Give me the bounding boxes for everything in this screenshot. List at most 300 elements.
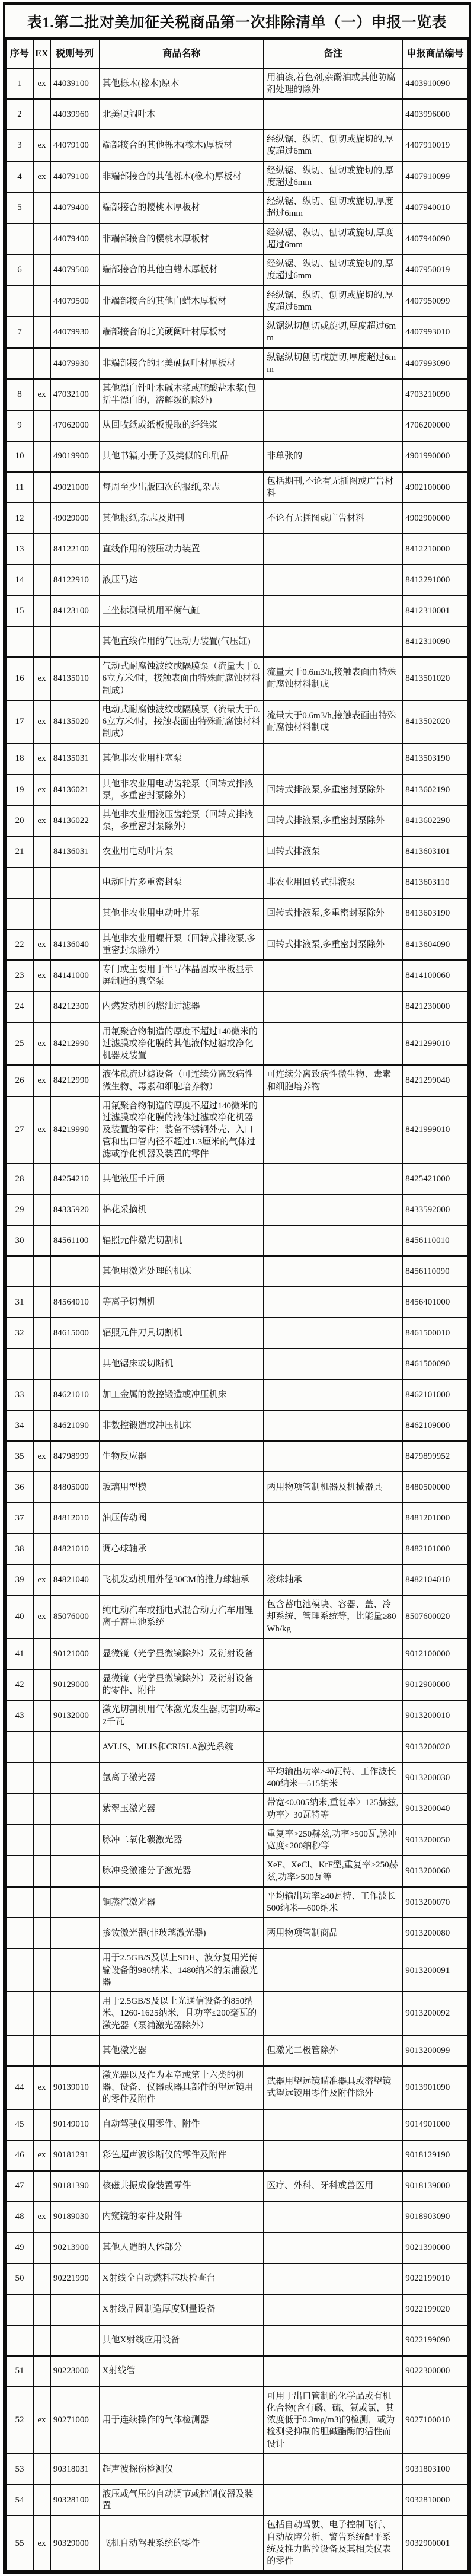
cell-decl: 8462109000 [402,1410,468,1441]
cell-code: 84136022 [50,805,100,837]
table-row [6,2140,468,2171]
cell-seq: 12 [6,503,33,534]
table-row [6,1287,468,1318]
cell-ex: ex [33,68,50,100]
cell-ex [33,1856,50,1887]
cell-ex [33,1949,50,1992]
cell-note [264,1410,402,1441]
cell-ex: ex [33,2202,50,2233]
table-row [6,1949,468,1992]
cell-note [264,1669,402,1701]
cell-name: 脉冲受激准分子激光器 [100,1856,264,1887]
cell-name: X射线晶圆制造厚度测量设备 [100,2294,264,2325]
cell-ex [33,1163,50,1194]
cell-code: 90223000 [50,2356,100,2387]
table-row [6,1887,468,1918]
cell-note: 可连续分离致病性微生物、毒素和细胞培养物 [264,1065,402,1096]
cell-name: 其他X射线应用设备 [100,2325,264,2356]
cell-ex [33,837,50,868]
cell-decl: 8425421000 [402,1163,468,1194]
cell-seq [6,1918,33,1949]
cell-code: 44079100 [50,161,100,193]
table-row [6,1825,468,1856]
cell-decl: 9031803100 [402,2454,468,2485]
cell-decl: 9018129190 [402,2140,468,2171]
cell-ex [33,898,50,929]
cell-name: 其他书籍,小册子及类似的印刷品 [100,441,264,472]
table-row [6,2356,468,2387]
cell-code: 84212300 [50,991,100,1022]
cell-decl: 8456401000 [402,1287,468,1318]
cell-decl: 4703210090 [402,379,468,410]
cell-ex [33,1700,50,1732]
table-row [6,1379,468,1410]
cell-ex [33,1194,50,1225]
table-row [6,503,468,534]
cell-code [50,1762,100,1794]
cell-decl: 8461500010 [402,1318,468,1348]
cell-decl: 8456110090 [402,1256,468,1287]
cell-decl: 9022199090 [402,2325,468,2356]
cell-code: 44079930 [50,348,100,380]
cell-note: XeF、XeCl、KrF型,重复率>250赫兹,功率>500瓦等 [264,1856,402,1887]
cell-note: 两用物项管制机器及机械器具 [264,1472,402,1503]
cell-note: 医疗、外科、牙科或兽医用 [264,2171,402,2202]
cell-code: 85076000 [50,1595,100,1638]
cell-name: 超声波探伤检测仪 [100,2454,264,2485]
cell-seq: 9 [6,410,33,441]
cell-note: 回转式排液泵,多重密封泵除外 [264,898,402,929]
cell-name: 等离子切割机 [100,1287,264,1318]
cell-name: 气动式耐腐蚀波纹或隔膜泵（流量大于0.6立方米/时，接触表面由特殊耐腐蚀材料制成） [100,657,264,700]
cell-code: 49029000 [50,503,100,534]
cell-ex: ex [33,805,50,837]
cell-code: 84805000 [50,1472,100,1503]
cell-decl: 4901990000 [402,441,468,472]
cell-note: 流量大于0.6m3/h,接触表面由特殊耐腐蚀材料制成 [264,657,402,700]
cell-code [50,1348,100,1379]
cell-code [50,1856,100,1887]
cell-name: 农业用电动叶片泵 [100,837,264,868]
cell-code [50,626,100,657]
table-row [6,2233,468,2263]
cell-seq: 15 [6,595,33,626]
cell-seq [6,1732,33,1762]
cell-decl: 4407950099 [402,286,468,317]
cell-name: 液压马达 [100,565,264,595]
cell-ex: ex [33,2387,50,2454]
cell-seq [6,1256,33,1287]
cell-decl: 9012100000 [402,1638,468,1669]
cell-name: 油压传动阀 [100,1503,264,1534]
cell-ex [33,2294,50,2325]
table-row [6,441,468,472]
cell-code [50,1256,100,1287]
cell-ex [33,1503,50,1534]
cell-name: 紫翠玉激光器 [100,1793,264,1825]
cell-name: 液体截流过滤设备（可连续分离致病性微生物、毒素和细胞培养物） [100,1065,264,1096]
table-row [6,2294,468,2325]
table-row [6,410,468,441]
cell-decl: 9013200060 [402,1856,468,1887]
cell-seq: 37 [6,1503,33,1534]
cell-decl: 4407993010 [402,317,468,348]
table-row [6,472,468,503]
cell-name: 激光器以及作为本章或第十六类的机器、设备、仪器或器具部件的望远镜用的零件及附件 [100,2066,264,2109]
cell-name: 专门或主要用于半导体晶圆或平板显示屏制造的真空泵 [100,960,264,991]
cell-name: 生物反应器 [100,1441,264,1472]
cell-note [264,379,402,410]
cell-note: 非农业用回转式排液泵 [264,868,402,898]
cell-note: 回转式排液泵,多重密封泵除外 [264,805,402,837]
table-row [6,192,468,224]
table-row [6,1065,468,1096]
cell-ex [33,1348,50,1379]
cell-decl: 8461500090 [402,1348,468,1379]
table-row [6,1022,468,1066]
cell-seq: 39 [6,1564,33,1595]
cell-code: 44079100 [50,130,100,161]
table-row [6,379,468,410]
cell-note [264,534,402,565]
cell-ex [33,1918,50,1949]
cell-note: 不论有无插图或广告材料 [264,503,402,534]
cell-ex [33,1825,50,1856]
cell-code: 90181390 [50,2171,100,2202]
table-row [6,1472,468,1503]
cell-note: 两用物项管制商品 [264,1918,402,1949]
cell-name: 用于连续操作的气体检测器 [100,2387,264,2454]
cell-ex: ex [33,1564,50,1595]
cell-code: 84136040 [50,929,100,961]
cell-name: 用氟聚合物制造的厚度不超过140微米的过滤膜或净化膜的其他液体过滤或净化机器及装置 [100,1022,264,1066]
cell-code: 84212990 [50,1022,100,1066]
cell-ex: ex [33,2066,50,2109]
table-row [6,1348,468,1379]
cell-code: 90139010 [50,2066,100,2109]
cell-ex [33,1318,50,1348]
cell-code [50,2294,100,2325]
cell-name: 端部接合的樱桃木厚板材 [100,192,264,224]
cell-note [264,2325,402,2356]
cell-code: 84135010 [50,657,100,700]
table-row [6,657,468,700]
cell-decl: 4902900000 [402,503,468,534]
table-row [6,534,468,565]
cell-name: 其他非农业用电动叶片泵 [100,898,264,929]
cell-seq [6,2325,33,2356]
cell-decl: 9013200099 [402,2035,468,2066]
cell-note: 非单张的 [264,441,402,472]
cell-seq: 34 [6,1410,33,1441]
table-row [6,2387,468,2454]
cell-note: 包含蓄电池模块、容器、盖、冷却系统、管理系统等，比能量≥80Wh/kg [264,1595,402,1638]
cell-seq [6,348,33,380]
table-row [6,2516,468,2571]
cell-ex: ex [33,1595,50,1638]
cell-code: 90181291 [50,2140,100,2171]
cell-note [264,1441,402,1472]
cell-name: 用于2.5GB/S及以上SDH、波分复用光传输设备的980纳米、1480纳米的泵浦激光器 [100,1949,264,1992]
cell-note: 重复率>250赫兹,功率>500瓦,脉冲宽度<200纳秒等 [264,1825,402,1856]
cell-decl: 9022199010 [402,2263,468,2294]
cell-code: 49019900 [50,441,100,472]
cell-code [50,2325,100,2356]
cell-code: 84621010 [50,1379,100,1410]
cell-note [264,2294,402,2325]
cell-decl: 4403996000 [402,99,468,130]
cell-seq: 28 [6,1163,33,1194]
cell-code: 90213900 [50,2233,100,2263]
cell-code: 84821010 [50,1534,100,1564]
cell-seq [6,286,33,317]
cell-ex [33,503,50,534]
cell-code: 84135031 [50,744,100,774]
cell-ex [33,2233,50,2263]
table-row [6,1096,468,1163]
cell-decl: 8413503190 [402,744,468,774]
cell-name: X射线全自动燃料芯块检查台 [100,2263,264,2294]
cell-seq: 49 [6,2233,33,2263]
cell-seq [6,1949,33,1992]
cell-decl: 8456110010 [402,1225,468,1256]
cell-decl: 4407993090 [402,348,468,380]
cell-decl: 9032810000 [402,2485,468,2516]
table-row [6,99,468,130]
cell-note [264,2233,402,2263]
cell-note: 纵锯纵切刨切或旋切,厚度超过6mm [264,348,402,380]
cell-ex [33,2454,50,2485]
cell-name: 其他栎木(橡木)原木 [100,68,264,100]
cell-note: 可用于出口管制的化学品或有机化合物(含有磷、硫、氟或氯，其浓度低于0.3mg/m3)的检测，或为检测受抑制的胆碱酯酶的活性而设计 [264,2387,402,2454]
cell-decl: 9022199020 [402,2294,468,2325]
cell-ex: ex [33,2140,50,2171]
cell-decl: 4403910090 [402,68,468,100]
table-row [6,1225,468,1256]
cell-seq [6,2294,33,2325]
cell-note: 经纵锯、纵切、刨切或旋切,厚度超过6mm [264,224,402,255]
cell-ex: ex [33,379,50,410]
cell-seq: 22 [6,929,33,961]
cell-seq: 46 [6,2140,33,2171]
cell-name: AVLIS、MLIS和CRISLA激光系统 [100,1732,264,1762]
cell-decl: 9013200091 [402,1949,468,1992]
cell-name: 飞机自动驾驶系统的零件 [100,2516,264,2571]
table-row [6,2325,468,2356]
cell-name: 调心球轴承 [100,1534,264,1564]
cell-seq: 11 [6,472,33,503]
cell-decl: 8482104010 [402,1564,468,1595]
cell-decl: 9021390000 [402,2233,468,2263]
cell-seq: 23 [6,960,33,991]
cell-code: 84254210 [50,1163,100,1194]
cell-seq: 25 [6,1022,33,1066]
cell-decl: 8413501020 [402,657,468,700]
cell-decl: 9027100010 [402,2387,468,2454]
cell-ex: ex [33,657,50,700]
cell-code: 84219990 [50,1096,100,1163]
cell-name: 其他非农业用液压齿轮泵（回转式排液泵，多重密封泵除外） [100,805,264,837]
cell-code: 90318031 [50,2454,100,2485]
cell-name: 端部接合的北美硬阔叶材厚板材 [100,317,264,348]
cell-decl: 8412310001 [402,595,468,626]
cell-seq: 6 [6,254,33,286]
cell-decl: 8412291000 [402,565,468,595]
table-row [6,2109,468,2140]
cell-code: 44079400 [50,224,100,255]
cell-note: 经纵锯、纵切、刨切或旋切的,厚度超过6mm [264,130,402,161]
cell-code: 90129000 [50,1669,100,1701]
table-row [6,929,468,961]
cell-decl: 8482101000 [402,1534,468,1564]
cell-ex [33,1256,50,1287]
cell-ex [33,472,50,503]
cell-decl: 8413603110 [402,868,468,898]
cell-code: 44079500 [50,254,100,286]
cell-ex [33,1762,50,1794]
col-header-seq: 序号 [6,40,33,68]
cell-note: 经纵锯、纵切、刨切或旋切,厚度超过6mm [264,192,402,224]
cell-note [264,595,402,626]
cell-decl: 8413603101 [402,837,468,868]
cell-decl: 8413602190 [402,774,468,806]
cell-code: 84335920 [50,1194,100,1225]
cell-ex [33,192,50,224]
cell-seq: 55 [6,2516,33,2571]
cell-name: 氩离子激光器 [100,1762,264,1794]
cell-name: 脉冲二氧化碳激光器 [100,1825,264,1856]
cell-name: 其他液压千斤顶 [100,1163,264,1194]
table-row [6,1441,468,1472]
cell-ex [33,410,50,441]
cell-note [264,1163,402,1194]
cell-name: 非端部接合的其他白蜡木厚板材 [100,286,264,317]
cell-ex [33,254,50,286]
cell-ex [33,317,50,348]
table-body [6,68,468,2571]
cell-decl: 9013200020 [402,1732,468,1762]
cell-ex [33,1472,50,1503]
cell-seq: 35 [6,1441,33,1472]
cell-name: 内窥镜的零件及附件 [100,2202,264,2233]
cell-note [264,1348,402,1379]
cell-decl: 8462101000 [402,1379,468,1410]
cell-name: 直线作用的液压动力装置 [100,534,264,565]
cell-note: 回转式排液泵,多重密封泵除外 [264,774,402,806]
cell-note [264,1225,402,1256]
cell-seq: 27 [6,1096,33,1163]
cell-code [50,868,100,898]
cell-seq: 50 [6,2263,33,2294]
table-row [6,2171,468,2202]
cell-name: 端部接合的其他白蜡木厚板材 [100,254,264,286]
cell-code: 84135020 [50,700,100,744]
cell-note [264,1700,402,1732]
cell-decl: 8480500000 [402,1472,468,1503]
table-row [6,286,468,317]
cell-code [50,1949,100,1992]
cell-note [264,1022,402,1066]
cell-note [264,1194,402,1225]
cell-ex: ex [33,130,50,161]
cell-name: 三坐标测量机用平衡气缸 [100,595,264,626]
cell-seq: 13 [6,534,33,565]
cell-code: 49021000 [50,472,100,503]
table-header-row [6,40,468,68]
cell-ex [33,1793,50,1825]
table-row [6,1410,468,1441]
cell-note: 包括期刊,不论有无插图或广告材料 [264,472,402,503]
cell-seq [6,898,33,929]
cell-seq: 45 [6,2109,33,2140]
cell-ex [33,1225,50,1256]
cell-note [264,1992,402,2035]
cell-note [264,1096,402,1163]
cell-seq: 2 [6,99,33,130]
cell-decl: 9013200010 [402,1700,468,1732]
cell-name: 其他人造的人体部分 [100,2233,264,2263]
cell-name: 飞机发动机用外径30CM的推力球轴承 [100,1564,264,1595]
table-row [6,1918,468,1949]
table-row [6,2202,468,2233]
table-row [6,2066,468,2109]
cell-decl: 8433592000 [402,1194,468,1225]
cell-note [264,960,402,991]
cell-note [264,1256,402,1287]
cell-seq: 29 [6,1194,33,1225]
cell-code: 44039100 [50,68,100,100]
cell-name: 其他报纸,杂志及期刊 [100,503,264,534]
cell-seq [6,224,33,255]
cell-code: 90149010 [50,2109,100,2140]
table-row [6,1564,468,1595]
cell-seq [6,2035,33,2066]
cell-name: 玻璃用型模 [100,1472,264,1503]
cell-name: 其他锯床或切断机 [100,1348,264,1379]
cell-code: 90329000 [50,2516,100,2571]
cell-ex [33,1379,50,1410]
cell-code: 84122100 [50,534,100,565]
cell-seq [6,1348,33,1379]
cell-note [264,1949,402,1992]
cell-decl: 9013200092 [402,1992,468,2035]
cell-seq: 18 [6,744,33,774]
table-row [6,1194,468,1225]
cell-ex [33,2109,50,2140]
cell-name: 辐照元件刀具切割机 [100,1318,264,1348]
cell-note [264,2109,402,2140]
cell-note [264,744,402,774]
cell-note: 回转式排液泵,多重密封泵除外 [264,929,402,961]
cell-seq: 19 [6,774,33,806]
table-row [6,224,468,255]
cell-seq: 43 [6,1700,33,1732]
cell-code [50,1887,100,1918]
cell-name: 液压或气压的自动调节或控制仪器及装置 [100,2485,264,2516]
table-row [6,837,468,868]
cell-seq [6,1887,33,1918]
cell-ex [33,626,50,657]
cell-ex [33,99,50,130]
cell-ex [33,441,50,472]
cell-note [264,1318,402,1348]
cell-name: 彩色超声波诊断仪的零件及附件 [100,2140,264,2171]
cell-seq: 14 [6,565,33,595]
cell-note [264,2485,402,2516]
table-row [6,1793,468,1825]
cell-name: 非端部接合的樱桃木厚板材 [100,224,264,255]
cell-ex: ex [33,2516,50,2571]
